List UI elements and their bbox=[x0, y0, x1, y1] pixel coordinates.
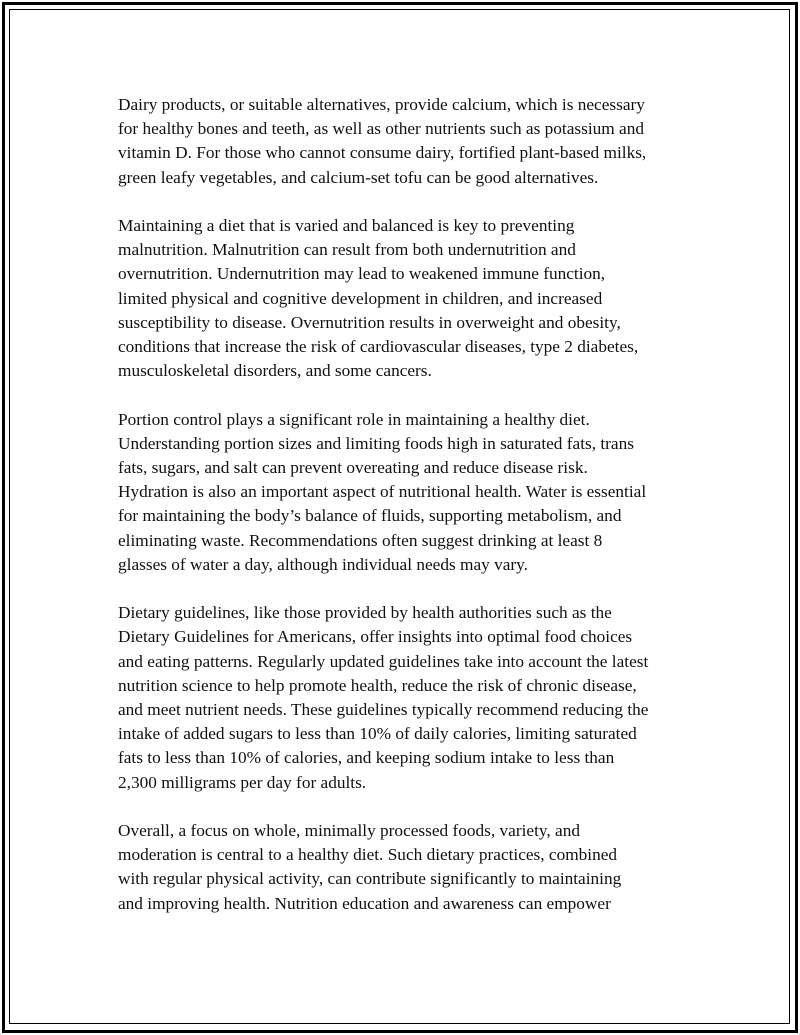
paragraph-malnutrition: Maintaining a diet that is varied and balanced is key to preventing malnutrition. Malnutrition can result from both undernutrition and overnutrition. Undernutrition may lead to weakened immune function, limited physical and cognitive development in children, and increased susceptibility to disease. Overnutrition results in overweight and obesity, conditions that increase the risk of cardiovascular diseases, type 2 diabetes, musculoskeletal disorders, and some cancers. bbox=[118, 216, 639, 381]
paragraph-overall: Overall, a focus on whole, minimally processed foods, variety, and moderation is central to a healthy diet. Such dietary practices, combined with regular physical activity, can contribute significantly to maintaining and improving health. Nutrition education and awareness can empower bbox=[118, 821, 622, 913]
paragraph-dairy: Dairy products, or suitable alternatives, provide calcium, which is necessary for healthy bones and teeth, as well as other nutrients such as potassium and vitamin D. For those who cannot consume dairy, fortified plant-based milks, green leafy vegetables, and calcium-set tofu can be good alternatives. bbox=[118, 95, 647, 187]
paragraph-portion-control: Portion control plays a significant role in maintaining a healthy diet. Understanding portion sizes and limiting foods high in saturated fats, trans fats, sugars, and salt can prevent overeating and reduce disease risk. Hydration is also an important aspect of nutritional health. Water is essential for maintaining the body’s balance of fluids, supporting metabolism, and eliminating waste. Recommendations often suggest drinking at least 8 glasses of water a day, although individual needs may vary. bbox=[118, 409, 647, 574]
document-body bbox=[118, 93, 692, 940]
paragraph-dietary-guidelines: Dietary guidelines, like those provided by health authorities such as the Dietary Guidelines for Americans, offer insights into optimal food choices and eating patterns. Regularly updated guidelines take into account the latest nutrition science to help promote health, reduce the risk of chronic disease, and meet nutrient needs. These guidelines typically recommend reducing the intake of added sugars to less than 10% of daily calories, limiting saturated fats to less than 10% of calories, and keeping sodium intake to less than 2,300 milligrams per day for adults. bbox=[118, 603, 649, 792]
